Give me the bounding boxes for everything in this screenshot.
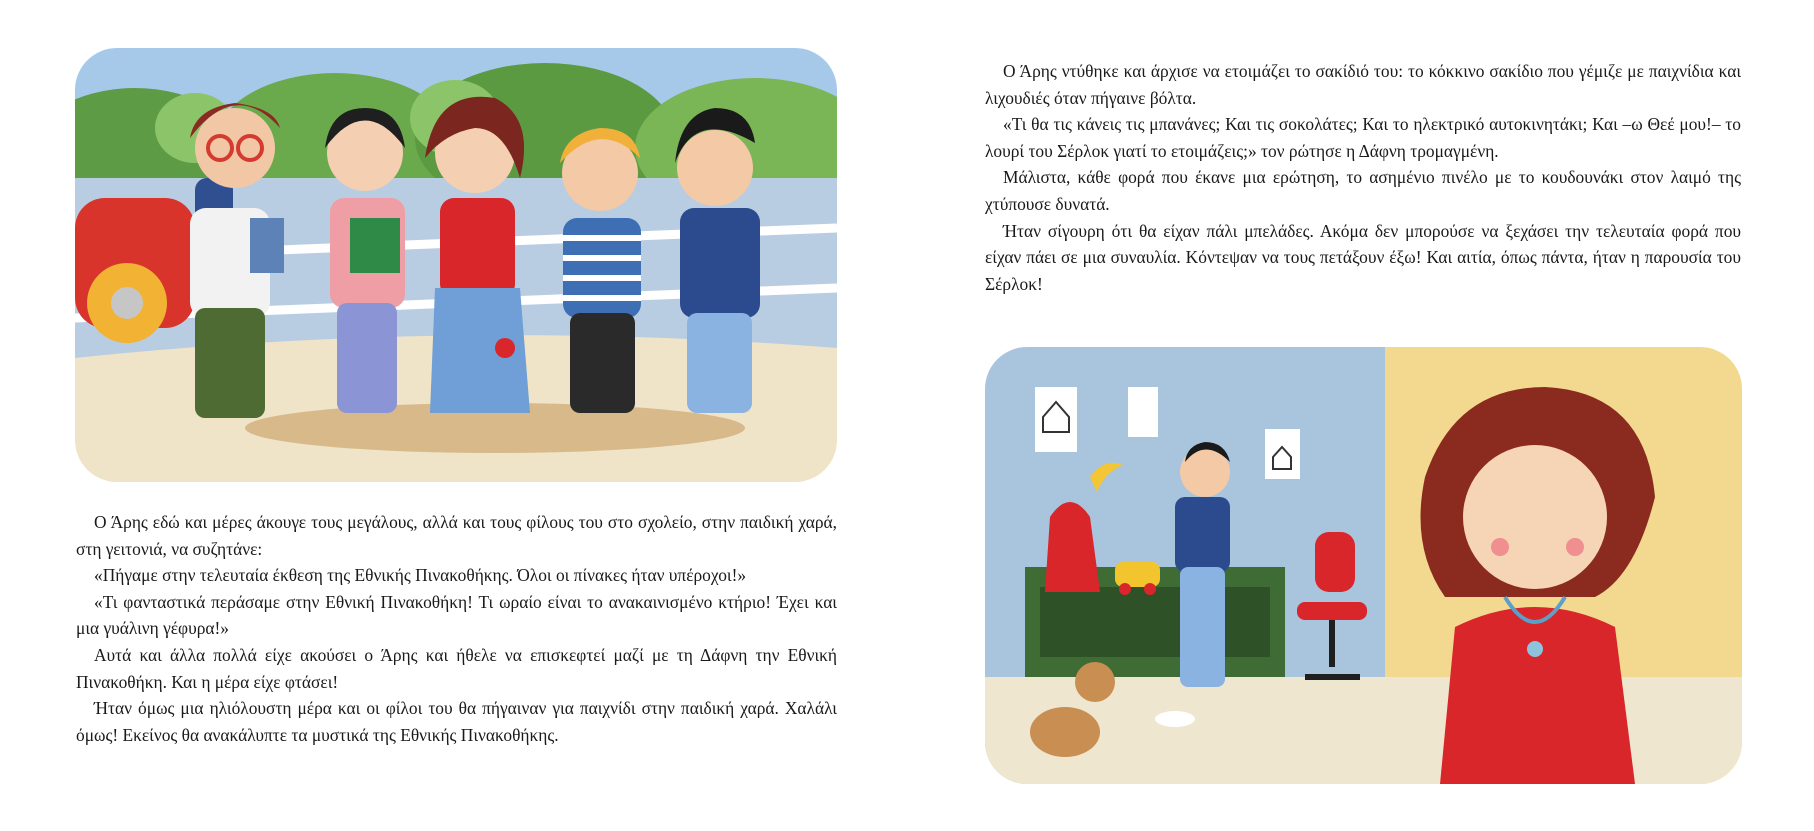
paragraph: «Πήγαμε στην τελευταία έκθεση της Εθνικής Πινακοθήκης. Όλοι οι πίνακες ήταν υπέροχοι!» — [94, 565, 747, 586]
paragraph: Ήταν όμως μια ηλιόλουστη μέρα και οι φίλοι του θα πήγαιναν για παιχνίδι στην παιδική χαρά. Χαλάλι όμως! Εκείνος θα ανακάλυπτε τα μυστικά της Εθνικής Πινακοθήκης. — [76, 698, 837, 745]
paragraph: «Τι φανταστικά περάσαμε στην Εθνική Πινακοθήκη! Τι ωραίο είναι το ανακαινισμένο κτήριο! Έχει και μια γυάλινη γέφυρα!» — [76, 591, 837, 639]
child-blond — [560, 128, 641, 413]
paragraph: Ήταν σίγουρη ότι θα είχαν πάλι μπελάδες. Ακόμα δεν μπορούσε να ξεχάσει την τελευταία φορά που είχαν πάει σε μια συναυλία. Κόντεψαν να τους πετάξουν έξω! Και αιτία, όπως πάντα, ήταν η παρουσία του Σέρλοκ! — [985, 220, 1741, 294]
child-dark-hair — [675, 108, 760, 413]
right-page-text — [985, 58, 1741, 297]
children-scene-svg — [75, 48, 837, 482]
boy-packing — [1175, 442, 1230, 687]
paragraph: Ο Άρης εδώ και μέρες άκουγε τους μεγάλους, αλλά και τους φίλους του στο σχολείο, στην παιδική χαρά, στη γειτονιά, να συζητάνε: — [76, 512, 837, 559]
child-pink — [325, 108, 405, 413]
left-page-text — [76, 509, 837, 748]
bedroom-scene-svg — [985, 347, 1742, 784]
paragraph: Αυτά και άλλα πολλά είχε ακούσει ο Άρης και ήθελε να επισκεφτεί μαζί με τη Δάφνη την Εθνική Πινακοθήκη. Και η μέρα είχε φτάσει! — [76, 644, 837, 692]
right-page — [907, 0, 1814, 831]
paragraph: Ο Άρης ντύθηκε και άρχισε να ετοιμάζει το σακίδιό του: το κόκκινο σακίδιο που γέμιζε με παιχνίδια και λιχουδιές όταν πήγαινε βόλτα. — [985, 61, 1741, 108]
paragraph: Μάλιστα, κάθε φορά που έκανε μια ερώτηση, το ασημένιο πινέλο με το κουδουνάκι στον λαιμό της χτύπουσε δυνατά. — [985, 167, 1741, 214]
child-curly — [425, 97, 530, 413]
paragraph: «Τι θα τις κάνεις τις μπανάνες; Και τις σοκολάτες; Και το ηλεκτρικό αυτοκινητάκι; Και –ω Θεέ μου!– το λουρί του Σέρλοκ γιατί το ετοιμάζεις;» τον ρώτησε η Δάφνη τρομαγμένη. — [985, 114, 1741, 161]
bedroom-packing-illustration — [985, 347, 1742, 784]
children-on-road-illustration — [75, 48, 837, 482]
